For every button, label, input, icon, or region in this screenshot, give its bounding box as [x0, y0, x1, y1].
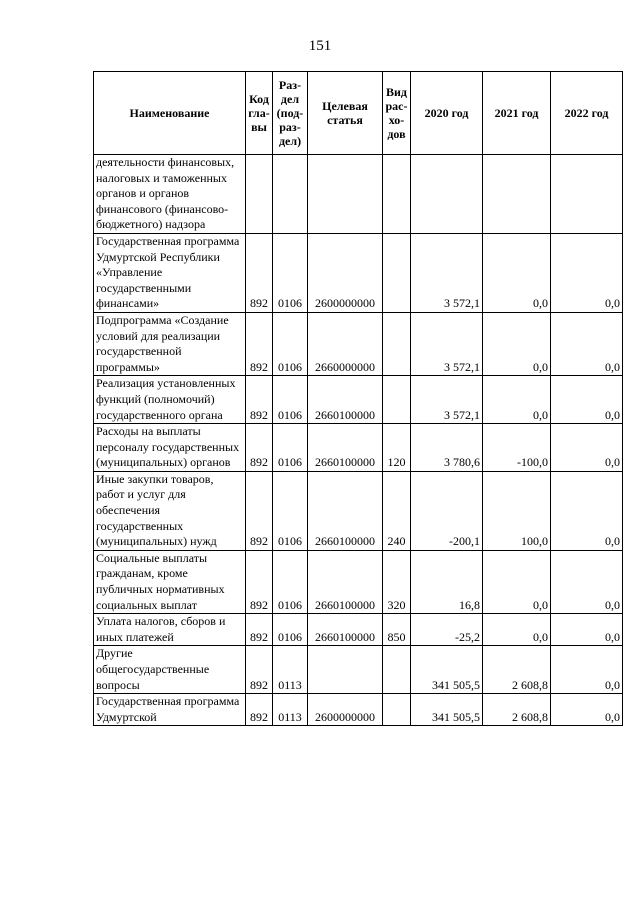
row-name: Социальные выплаты гражданам, кроме публичных нормативных социальных выплат — [94, 550, 246, 613]
row-expense — [383, 155, 411, 234]
row-section: 0106 — [273, 471, 308, 550]
row-2022: 0,0 — [551, 550, 623, 613]
row-2020: 3 572,1 — [411, 312, 483, 375]
row-target: 2660100000 — [308, 550, 383, 613]
table-row — [94, 424, 623, 472]
row-2021: 0,0 — [483, 376, 551, 424]
row-chapter: 892 — [246, 233, 273, 312]
row-name: Другие общегосударственные вопросы — [94, 646, 246, 694]
row-2022: 0,0 — [551, 614, 623, 646]
row-name: Уплата налогов, сборов и иных платежей — [94, 614, 246, 646]
table-row — [94, 614, 623, 646]
row-section: 0106 — [273, 233, 308, 312]
row-name: деятельности финансовых, налоговых и таможенных органов и органов финансового (финансово-бюджетного) надзора — [94, 155, 246, 234]
row-2021: 100,0 — [483, 471, 551, 550]
row-target: 2660100000 — [308, 376, 383, 424]
row-target: 2660100000 — [308, 614, 383, 646]
page-number: 151 — [308, 38, 332, 54]
row-section: 0106 — [273, 550, 308, 613]
row-2021: 2 608,8 — [483, 694, 551, 726]
row-2021: 0,0 — [483, 312, 551, 375]
row-chapter: 892 — [246, 550, 273, 613]
row-section: 0106 — [273, 614, 308, 646]
row-chapter: 892 — [246, 312, 273, 375]
row-name: Реализация установленных функций (полномочий) государственного органа — [94, 376, 246, 424]
row-2020: 3 572,1 — [411, 376, 483, 424]
row-expense — [383, 312, 411, 375]
row-target — [308, 155, 383, 234]
row-2022: 0,0 — [551, 312, 623, 375]
row-2020: 3 572,1 — [411, 233, 483, 312]
row-2022: 0,0 — [551, 646, 623, 694]
table-header-row — [94, 72, 623, 155]
row-2022: 0,0 — [551, 471, 623, 550]
row-target: 2660100000 — [308, 424, 383, 472]
header-year-2020: 2020 год — [411, 72, 483, 155]
table-row — [94, 312, 623, 375]
header-year-2021: 2021 год — [483, 72, 551, 155]
row-expense: 320 — [383, 550, 411, 613]
row-chapter: 892 — [246, 424, 273, 472]
header-year-2022: 2022 год — [551, 72, 623, 155]
row-2022: 0,0 — [551, 376, 623, 424]
row-expense: 120 — [383, 424, 411, 472]
row-chapter: 892 — [246, 471, 273, 550]
row-name: Иные закупки товаров, работ и услуг для обеспечения государственных (муниципальных) нужд — [94, 471, 246, 550]
row-2022: 0,0 — [551, 694, 623, 726]
row-expense — [383, 694, 411, 726]
table-row — [94, 550, 623, 613]
header-target-article: Целевая статья — [308, 72, 383, 155]
row-2021: 0,0 — [483, 614, 551, 646]
row-name: Подпрограмма «Создание условий для реализации государственной программы» — [94, 312, 246, 375]
budget-table — [93, 71, 623, 726]
row-section: 0113 — [273, 694, 308, 726]
table-row — [94, 233, 623, 312]
header-chapter-code: Код гла- вы — [246, 72, 273, 155]
row-section — [273, 155, 308, 234]
row-chapter: 892 — [246, 376, 273, 424]
row-section: 0106 — [273, 424, 308, 472]
row-name: Государственная программа Удмуртской Республики «Управление государственными финансами» — [94, 233, 246, 312]
table-row — [94, 646, 623, 694]
row-2020 — [411, 155, 483, 234]
row-2022: 0,0 — [551, 424, 623, 472]
row-expense: 240 — [383, 471, 411, 550]
row-target — [308, 646, 383, 694]
row-2020: -200,1 — [411, 471, 483, 550]
row-2020: 16,8 — [411, 550, 483, 613]
table-row — [94, 376, 623, 424]
row-expense — [383, 376, 411, 424]
row-name: Расходы на выплаты персоналу государственных (муниципальных) органов — [94, 424, 246, 472]
row-2021: 0,0 — [483, 550, 551, 613]
row-2020: 341 505,5 — [411, 694, 483, 726]
row-target: 2600000000 — [308, 233, 383, 312]
table-row — [94, 155, 623, 234]
header-section: Раз- дел (под- раз- дел) — [273, 72, 308, 155]
row-2021: 0,0 — [483, 233, 551, 312]
row-2021 — [483, 155, 551, 234]
row-chapter — [246, 155, 273, 234]
row-2020: 3 780,6 — [411, 424, 483, 472]
row-section: 0106 — [273, 376, 308, 424]
row-section: 0106 — [273, 312, 308, 375]
table-row — [94, 471, 623, 550]
row-chapter: 892 — [246, 646, 273, 694]
row-expense: 850 — [383, 614, 411, 646]
row-2022: 0,0 — [551, 233, 623, 312]
row-target: 2660100000 — [308, 471, 383, 550]
row-chapter: 892 — [246, 614, 273, 646]
row-name: Государственная программа Удмуртской — [94, 694, 246, 726]
row-2020: -25,2 — [411, 614, 483, 646]
row-expense — [383, 646, 411, 694]
row-section: 0113 — [273, 646, 308, 694]
row-2021: 2 608,8 — [483, 646, 551, 694]
row-2021: -100,0 — [483, 424, 551, 472]
row-target: 2600000000 — [308, 694, 383, 726]
row-2020: 341 505,5 — [411, 646, 483, 694]
row-expense — [383, 233, 411, 312]
row-2022 — [551, 155, 623, 234]
header-expense-type: Вид рас- хо- дов — [383, 72, 411, 155]
table-row — [94, 694, 623, 726]
row-chapter: 892 — [246, 694, 273, 726]
header-name: Наименование — [94, 72, 246, 155]
row-target: 2660000000 — [308, 312, 383, 375]
